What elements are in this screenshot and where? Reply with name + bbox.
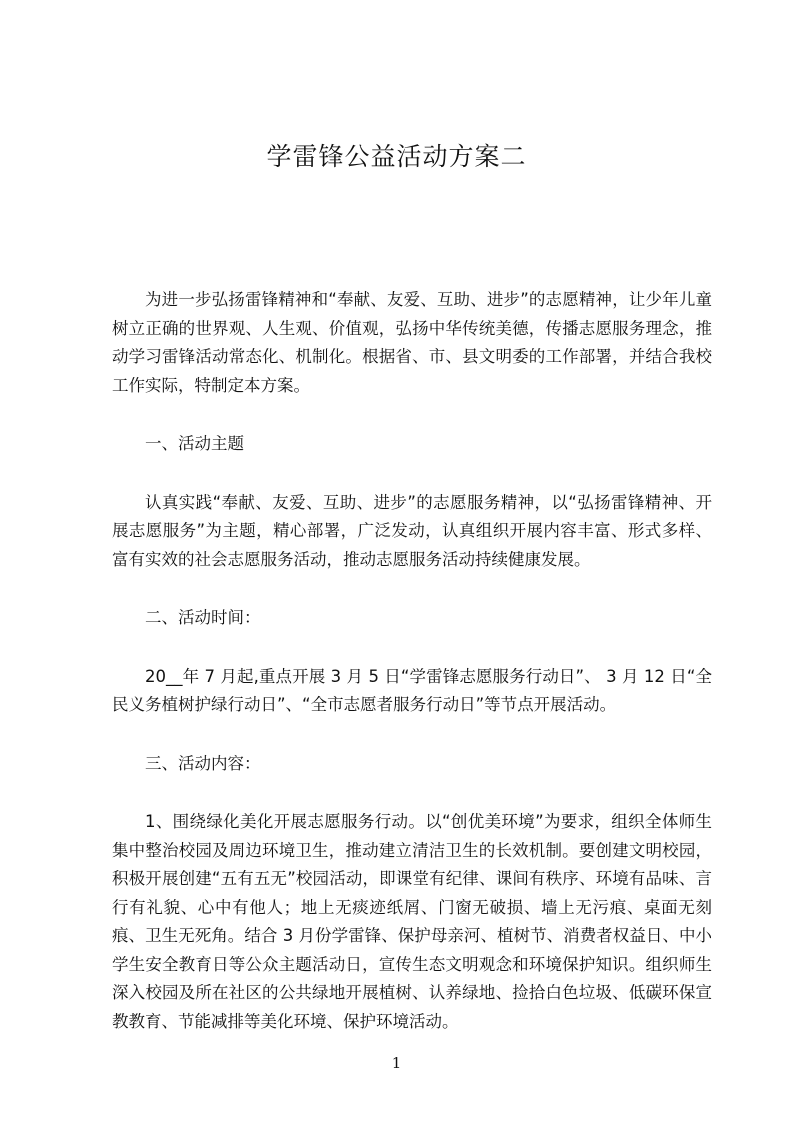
intro-paragraph: 为进一步弘扬雷锋精神和“奉献、友爱、互助、进步”的志愿精神，让少年儿童树立正确的世界观、人生观、价值观，弘扬中华传统美德，传播志愿服务理念，推动学习雷锋活动常态化、机制化。根据省、市、县文明委的工作部署，并结合我校工作实际，特制定本方案。	[112, 290, 712, 395]
page-number: 1	[391, 1054, 402, 1072]
section-heading-content: 三、活动内容：	[145, 753, 261, 773]
section-body-theme: 认真实践“奉献、友爱、互助、进步”的志愿服务精神，以“弘扬雷锋精神、开展志愿服务”为主题，精心部署，广泛发动，认真组织开展内容丰富、形式多样、富有实效的社会志愿服务活动，推动志愿服务活动持续健康发展。	[112, 492, 712, 569]
section-body-content: 1、围绕绿化美化开展志愿服务行动。以“创优美环境”为要求，组织全体师生集中整治校园及周边环境卫生，推动建立清洁卫生的长效机制。要创建文明校园，积极开展创建“五有五无”校园活动，即课堂有纪律、课间有秩序、环境有品味、言行有礼貌、心中有他人；地上无痰迹纸屑、门窗无破损、墙上无污痕、桌面无刻痕、卫生无死角。结合 3 月份学雷锋、保护母亲河、植树节、消费者权益日、中小学生安全教育日等公众主题活动日，宣传生态文明观念和环境保护知识。组织师生深入校园及所在社区的公共绿地开展植树、认养绿地、捡拾白色垃圾、低碳环保宣教教育、节能减排等美化环境、保护环境活动。	[112, 812, 712, 1031]
section-heading-theme: 一、活动主题	[145, 434, 244, 453]
document-body	[112, 286, 712, 1036]
section-body-time: 20__年 7 月起,重点开展 3 月 5 日“学雷锋志愿服务行动日”、 3 月 12 日“全民义务植树护绿行动日”、“全市志愿者服务行动日”等节点开展活动。	[112, 666, 712, 714]
section-heading-time: 二、活动时间：	[145, 608, 261, 627]
document-title: 学雷锋公益活动方案二	[266, 142, 527, 171]
